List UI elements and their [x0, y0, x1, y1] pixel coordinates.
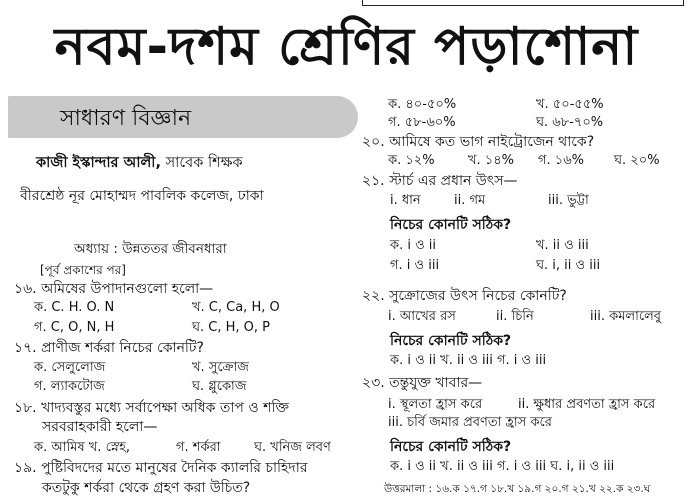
question-number: ২১.: [362, 173, 385, 189]
which-correct-prompt: নিচের কোনটি সঠিক?: [390, 333, 512, 349]
answer-key: উত্তরমালা : ১৬.ক ১৭.গ ১৮.খ ১৯.গ ২০.গ ২১.খ ২২.ক ২৩.ঘ: [384, 483, 651, 495]
which-correct-prompt: নিচের কোনটি সঠিক?: [390, 217, 512, 233]
statement-i: i. আখের রস: [388, 309, 456, 324]
author-name: কাজী ইস্কান্দার আলী,: [36, 155, 161, 171]
option-b: খ. সুক্রোজ: [192, 360, 249, 375]
question-text: প্রাণীজ শর্করা নিচের কোনটি?: [41, 340, 204, 356]
option-b: খ. ১৪%: [468, 153, 515, 168]
author-institution: বীরশ্রেষ্ঠ নূর মোহাম্মদ পাবলিক কলেজ, ঢাকা: [20, 188, 264, 204]
previous-note: [পূর্ব প্রকাশের পর]: [40, 263, 126, 277]
question-number: ২৩.: [362, 375, 385, 391]
statement-ii: ii. গম: [454, 193, 486, 208]
option-a: ক. i ও ii: [390, 238, 437, 253]
statement-iii: iii. ভুট্টা: [548, 193, 589, 208]
question-19: [14, 459, 308, 477]
option-a: ক. ১২%: [388, 153, 435, 168]
option-a: ক. ৪০-৫০%: [388, 97, 457, 112]
option-c: গ. i ও iii: [390, 258, 440, 273]
statement-i: i. স্থূলতা হ্রাস করে: [388, 397, 483, 412]
subject-banner: [8, 96, 358, 138]
question-text: তন্তুযুক্ত খাবার—: [389, 375, 483, 391]
question-17: [14, 339, 204, 357]
question-21: [362, 172, 517, 190]
option-c: গ. ল্যাকটোজ: [34, 379, 105, 394]
question-text: আমিষে কত ভাগ নাইট্রোজেন থাকে?: [389, 134, 595, 150]
option-c: গ. C, O, N, H: [34, 320, 115, 335]
question-text: সুক্রোজের উৎস নিচের কোনটি?: [389, 288, 567, 304]
statement-i: i. ধান: [390, 193, 421, 208]
question-20: [362, 133, 594, 151]
question-text: খাদ্যবস্তুর মধ্যে সর্বাপেক্ষা অধিক তাপ ও শক্তি: [41, 400, 289, 416]
header-rule: [362, 0, 684, 6]
question-text-continued: সরবরাহকারী হলো—: [42, 419, 158, 435]
newspaper-headline: নবম-দশম শ্রেণির পড়াশোনা: [54, 17, 639, 77]
question-text-continued: কতটুকু শর্করা থেকে গ্রহণ করা উচিত?: [42, 480, 251, 496]
option-c: গ. শর্করা: [176, 440, 221, 455]
statement-ii: ii. চিনি: [496, 309, 534, 324]
question-text: স্টার্চ এর প্রধান উৎস—: [389, 173, 518, 189]
question-number: ১৯.: [14, 460, 37, 476]
statement-iii: iii. কমলালেবু: [590, 309, 662, 324]
subject-title: সাধারণ বিজ্ঞান: [60, 106, 192, 131]
which-correct-prompt: নিচের কোনটি সঠিক?: [390, 439, 512, 455]
question-number: ২০.: [362, 134, 385, 150]
question-number: ১৬.: [14, 281, 37, 297]
option-b: খ. C, Ca, H, O: [192, 300, 280, 315]
question-number: ২২.: [362, 288, 385, 304]
question-text: অমিষের উপাদানগুলো হলো—: [41, 281, 214, 297]
option-c: গ. ১৬%: [538, 153, 585, 168]
question-18: [14, 399, 289, 417]
option-d: ঘ. গ্লুকোজ: [192, 379, 247, 394]
option-c: গ. ৫৮-৬০%: [388, 115, 456, 130]
statement-iii: iii. চর্বি জমার প্রবণতা হ্রাস করে: [388, 415, 552, 430]
question-number: ১৮.: [14, 400, 37, 416]
option-d: ঘ. ২০%: [614, 153, 660, 168]
statement-ii: ii. ক্ষুধার প্রবণতা হ্রাস করে: [518, 397, 656, 412]
option-a: ক. C. H. O. N: [34, 300, 115, 315]
question-number: ১৭.: [14, 340, 37, 356]
author-line: [36, 152, 243, 176]
options-row: ক. i ও ii খ. ii ও iii গ. i ও iii: [390, 353, 547, 368]
option-d: ঘ. খনিজ লবণ: [254, 440, 331, 455]
option-b: খ. ৫০-৫৫%: [536, 97, 604, 112]
chapter-title: অধ্যায় : উন্নততর জীবনধারা: [74, 241, 227, 257]
option-d: ঘ. C, H, O, P: [192, 320, 271, 335]
options-row: ক. i ও ii খ. ii ও iii গ. i ও iii ঘ. i, ii ও iii: [390, 459, 615, 474]
option-a-b: ক. আমিষ খ. স্নেহ,: [34, 440, 131, 455]
option-a: ক. সেলুলোজ: [34, 360, 106, 375]
option-d: ঘ. i, ii ও iii: [536, 258, 601, 273]
author-title: সাবেক শিক্ষক: [165, 155, 243, 171]
option-b: খ. ii ও iii: [536, 238, 589, 253]
question-16: [14, 280, 213, 298]
question-22: [362, 287, 567, 305]
question-23: [362, 374, 482, 392]
option-d: ঘ. ৬৮-৭০%: [536, 115, 604, 130]
question-text: পুষ্টিবিদদের মতে মানুষের দৈনিক ক্যালরি চাহিদার: [41, 460, 308, 476]
